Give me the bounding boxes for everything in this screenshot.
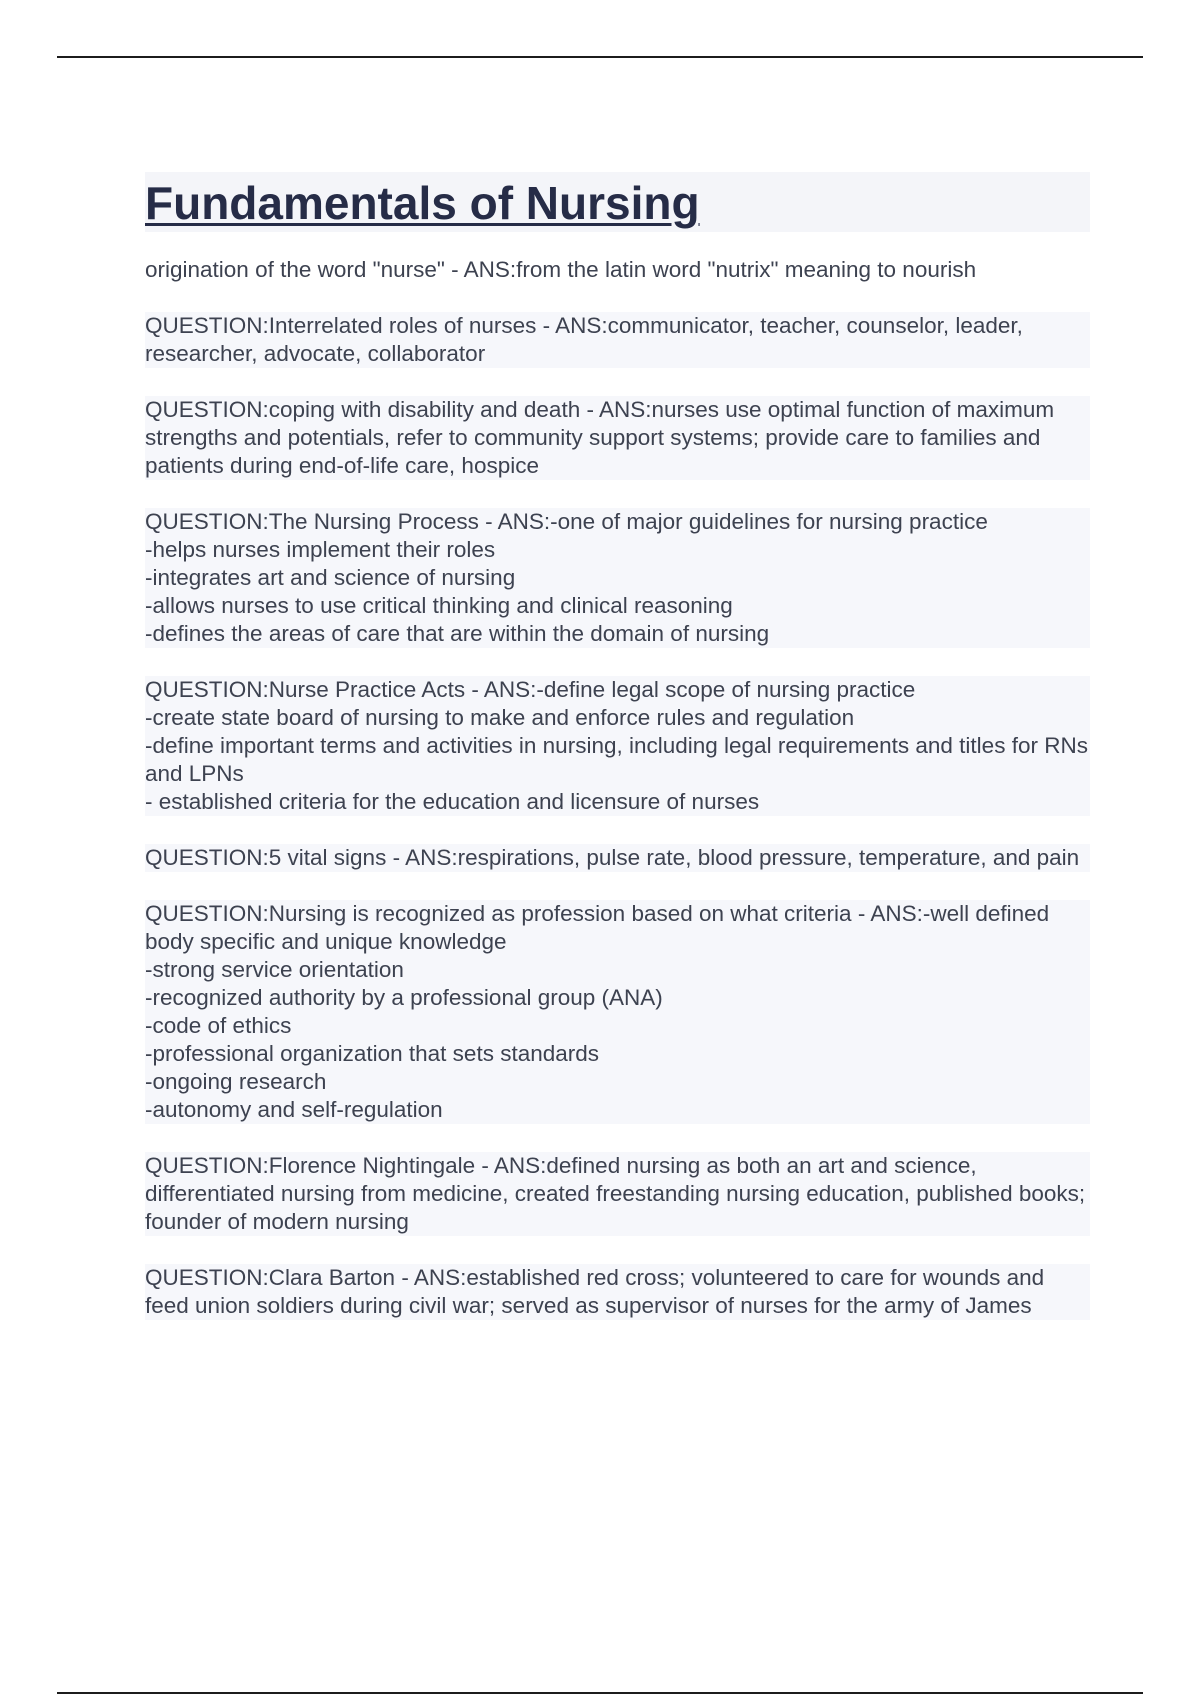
qa-line: origination of the word "nurse" - ANS:from the latin word "nutrix" meaning to nourish [145, 257, 977, 282]
qa-entry [145, 312, 1090, 368]
qa-line: -helps nurses implement their roles [145, 536, 1090, 564]
qa-entry [145, 256, 1090, 284]
qa-line: QUESTION:Nurse Practice Acts - ANS:-define legal scope of nursing practice [145, 676, 1090, 704]
qa-line: QUESTION:coping with disability and death - ANS:nurses use optimal function of maximum strengths and potentials, refer to community support systems; provide care to families and patients during end-of-life care, hospice [145, 396, 1090, 480]
qa-entry [145, 1152, 1090, 1236]
header-rule [57, 56, 1143, 58]
qa-line: -defines the areas of care that are within the domain of nursing [145, 620, 1090, 648]
qa-entry [145, 1264, 1090, 1320]
qa-line: QUESTION:5 vital signs - ANS:respirations, pulse rate, blood pressure, temperature, and pain [145, 844, 1090, 872]
qa-entry [145, 508, 1090, 648]
qa-line: -strong service orientation [145, 956, 1090, 984]
document-body [145, 172, 1090, 1348]
qa-line: -recognized authority by a professional group (ANA) [145, 984, 1090, 1012]
qa-line: QUESTION:Nursing is recognized as profession based on what criteria - ANS:-well defined body specific and unique knowledge [145, 900, 1090, 956]
qa-entry [145, 900, 1090, 1124]
qa-line: - established criteria for the education and licensure of nurses [145, 788, 1090, 816]
document-title: Fundamentals of Nursing [145, 177, 700, 229]
qa-line: QUESTION:Clara Barton - ANS:established red cross; volunteered to care for wounds and feed union soldiers during civil war; served as supervisor of nurses for the army of James [145, 1264, 1090, 1320]
qa-line: -integrates art and science of nursing [145, 564, 1090, 592]
qa-line: -allows nurses to use critical thinking and clinical reasoning [145, 592, 1090, 620]
qa-entry [145, 676, 1090, 816]
qa-list [145, 256, 1090, 1320]
qa-line: -code of ethics [145, 1012, 1090, 1040]
qa-line: -professional organization that sets standards [145, 1040, 1090, 1068]
qa-line: -autonomy and self-regulation [145, 1096, 1090, 1124]
qa-line: -define important terms and activities in nursing, including legal requirements and titles for RNs and LPNs [145, 732, 1090, 788]
qa-line: QUESTION:Interrelated roles of nurses - ANS:communicator, teacher, counselor, leader, researcher, advocate, collaborator [145, 312, 1090, 368]
title-band [145, 172, 1090, 232]
qa-entry [145, 396, 1090, 480]
qa-line: -create state board of nursing to make and enforce rules and regulation [145, 704, 1090, 732]
qa-line: -ongoing research [145, 1068, 1090, 1096]
footer-rule [57, 1692, 1143, 1694]
qa-line: QUESTION:Florence Nightingale - ANS:defined nursing as both an art and science, differentiated nursing from medicine, created freestanding nursing education, published books; founder of modern nursing [145, 1152, 1090, 1236]
qa-line: QUESTION:The Nursing Process - ANS:-one of major guidelines for nursing practice [145, 508, 1090, 536]
qa-entry [145, 844, 1090, 872]
